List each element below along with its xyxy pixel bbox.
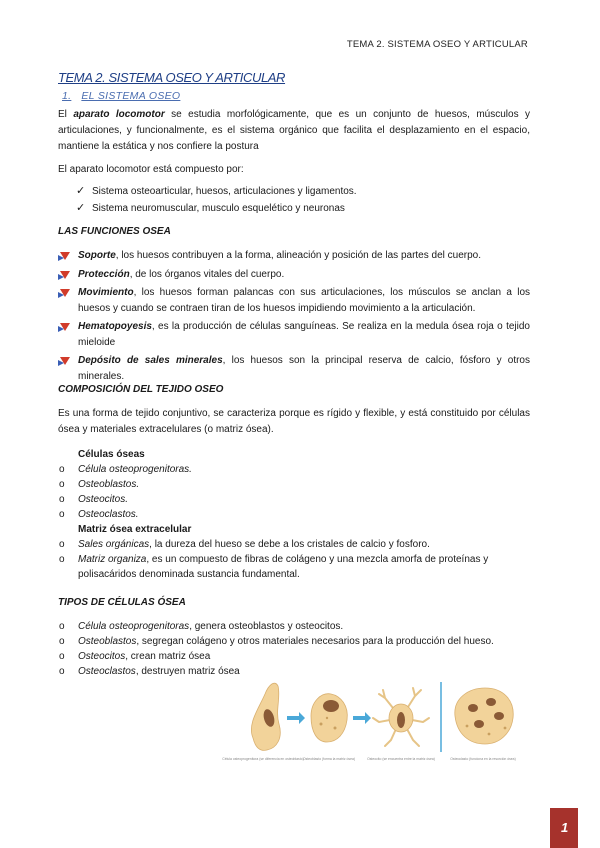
function-term: Movimiento	[78, 287, 134, 298]
circle-bullet-icon: o	[59, 509, 65, 520]
list-item	[58, 492, 530, 507]
function-term: Protección	[78, 268, 130, 280]
matrix-term: Matriz organiza	[78, 554, 147, 565]
arrow-icon	[353, 712, 371, 724]
arrow-bullet-icon	[58, 286, 72, 300]
check-item	[76, 183, 357, 200]
function-item	[58, 248, 530, 264]
function-text: , es la producción de células sanguíneas. Se realiza en la medula ósea roja o tejido mieloide	[78, 321, 530, 348]
cell-type-term: Osteoclastos	[78, 666, 136, 677]
circle-bullet-icon: o	[59, 539, 65, 550]
list-item	[58, 634, 530, 649]
composition-intro: El aparato locomotor está compuesto por:	[58, 164, 244, 175]
functions-list	[58, 248, 530, 387]
osteoblast-illustration	[311, 694, 347, 742]
matrix-term: Sales orgánicas	[78, 539, 150, 550]
cell-types-heading: TIPOS DE CÉLULAS ÓSEA	[58, 597, 186, 608]
cell-types-list	[58, 619, 530, 679]
function-term: Depósito de sales minerales	[78, 355, 223, 366]
function-text: , los huesos contribuyen a la forma, alineación y posición de las partes del cuerpo.	[115, 250, 481, 261]
matrix-heading: Matriz ósea extracelular	[78, 524, 192, 535]
cell-type-text: , crean matriz ósea	[125, 651, 211, 662]
page-title: TEMA 2. SISTEMA OSEO Y ARTICULAR	[58, 70, 286, 85]
circle-bullet-icon: o	[59, 554, 65, 565]
composition-heading: COMPOSICIÓN DEL TEJIDO OSEO	[58, 384, 224, 395]
matrix-text: , es un compuesto de fibras de colágeno y una mezcla amorfa de proteínas y polisacáridos denominada sustancia fundamental.	[78, 554, 489, 580]
subtitle-text: EL SISTEMA OSEO	[81, 90, 181, 102]
function-text: , los huesos forman palancas con sus articulaciones, los músculos se anclan a los huesos y cuando se contraen tiran de los huesos impidiendo movimiento a la articulación.	[78, 287, 530, 314]
osteoclast-illustration	[455, 688, 513, 744]
list-item	[58, 477, 530, 492]
subtitle-number: 1.	[62, 90, 72, 102]
section-subtitle	[62, 90, 180, 102]
function-item	[58, 267, 530, 283]
composition-paragraph: Es una forma de tejido conjuntivo, se caracteriza porque es rígido y flexible, y está constituido por células ósea y materiales extracelulares (o matriz ósea).	[58, 408, 530, 435]
cell-type-term: Osteoblastos	[78, 636, 137, 647]
functions-heading: LAS FUNCIONES OSEA	[58, 226, 171, 237]
function-item	[58, 319, 530, 350]
intro-text-post: se estudia morfológicamente, que es un conjunto de huesos, músculos y articulaciones, y funcionalmente, es el sistema orgánico que facilita el desplazamiento en el espacio, mantiene la estática y nos confiere la postura	[58, 109, 530, 152]
list-item	[58, 462, 530, 477]
function-text: , los huesos son la principal reserva de calcio, fósforo y otros minerales.	[78, 355, 530, 382]
arrow-bullet-icon	[58, 354, 72, 368]
circle-bullet-icon: o	[59, 666, 65, 677]
check-list	[76, 183, 357, 217]
cell-type: Osteocitos.	[78, 494, 129, 505]
cell-type-text: , destruyen matriz ósea	[135, 666, 240, 677]
composition-list	[58, 447, 530, 582]
list-item	[58, 649, 530, 664]
arrow-icon	[287, 712, 305, 724]
cell-type-text: , segregan colágeno y otros materiales necesarios para la producción del hueso.	[136, 636, 494, 647]
check-icon: ✓	[76, 185, 86, 197]
function-text: , de los órganos vitales del cuerpo.	[129, 268, 285, 280]
circle-bullet-icon: o	[59, 651, 65, 662]
circle-bullet-icon: o	[59, 636, 65, 647]
cell-type: Osteoclastos.	[78, 509, 139, 520]
circle-bullet-icon: o	[59, 479, 65, 490]
cell-type-text: , genera osteoblastos y osteocitos.	[189, 621, 344, 632]
cell-type: Osteoblastos.	[78, 479, 140, 490]
circle-bullet-icon: o	[59, 494, 65, 505]
caption-osteoprogenitor: Célula osteoprogenitora (se diferencia en osteoblasto)	[222, 757, 304, 761]
caption-osteoclast: Osteoclasto (funciona en la resorción ósea)	[450, 757, 516, 761]
list-item	[58, 507, 530, 522]
intro-term: aparato locomotor	[73, 109, 165, 120]
check-item	[76, 200, 357, 217]
list-item	[58, 552, 530, 582]
matrix-text: , la dureza del hueso se debe a los cristales de calcio y fosforo.	[149, 539, 430, 550]
page-number: 1	[561, 820, 569, 835]
cells-heading: Células óseas	[78, 449, 145, 460]
check-icon: ✓	[76, 202, 86, 214]
bone-cells-figure	[222, 676, 516, 774]
intro-text-pre: El	[58, 109, 74, 120]
circle-bullet-icon: o	[59, 464, 65, 475]
function-term: Soporte	[78, 250, 116, 261]
function-term: Hematopoyesis	[78, 321, 152, 332]
caption-osteoblast: Osteoblasto (forma la matriz ósea)	[302, 757, 356, 761]
function-item	[58, 285, 530, 316]
running-header: TEMA 2. SISTEMA OSEO Y ARTICULAR	[346, 39, 528, 50]
cell-type-term: Osteocitos	[78, 651, 126, 662]
osteoprogenitor-cell-illustration	[251, 683, 280, 750]
cell-type-term: Célula osteoprogenitoras	[78, 621, 190, 632]
list-item	[58, 619, 530, 634]
intro-paragraph	[58, 107, 530, 155]
cell-type: Célula osteoprogenitoras.	[78, 464, 192, 475]
arrow-bullet-icon	[58, 320, 72, 334]
function-item	[58, 353, 530, 384]
list-item	[58, 537, 530, 552]
check-text: Sistema osteoarticular, huesos, articulaciones y ligamentos.	[92, 186, 357, 197]
arrow-bullet-icon	[58, 249, 72, 263]
arrow-bullet-icon	[58, 268, 72, 282]
circle-bullet-icon: o	[59, 621, 65, 632]
caption-osteocyte: Osteocito (se encuentra entre la matriz ósea)	[367, 757, 435, 761]
check-text: Sistema neuromuscular, musculo esquelético y neuronas	[92, 203, 345, 214]
osteocyte-illustration	[373, 688, 429, 746]
